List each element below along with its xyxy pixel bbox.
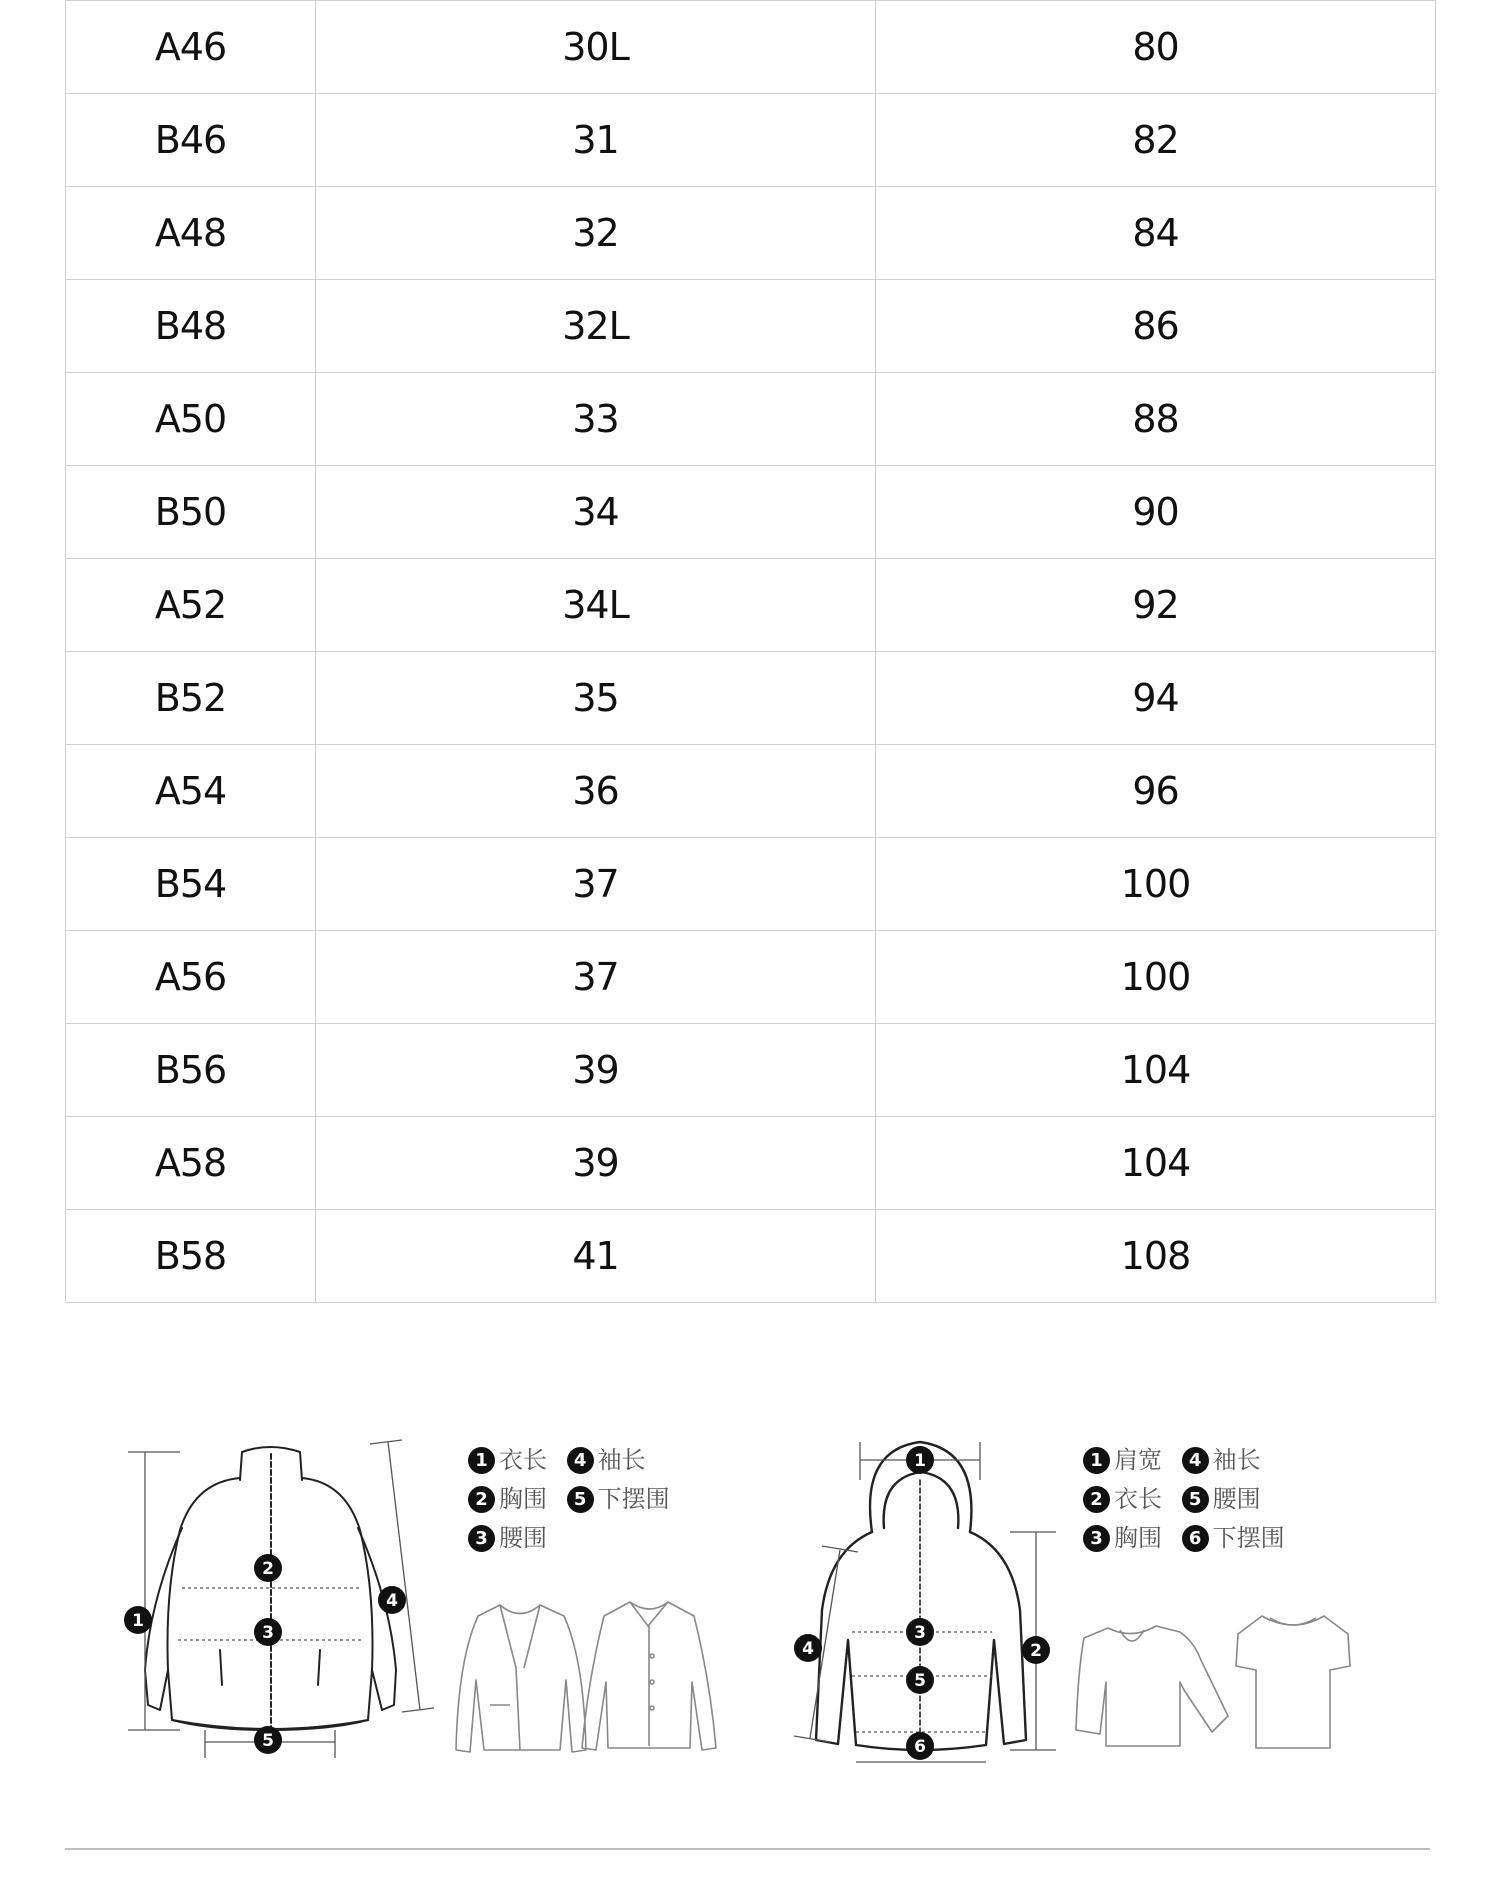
- size-code-cell: B46: [66, 94, 316, 187]
- measure-cell: 80: [876, 1, 1436, 94]
- table-row: [66, 1024, 1436, 1117]
- size-code-cell: A54: [66, 745, 316, 838]
- measure-cell: 90: [876, 466, 1436, 559]
- size-cell: 30L: [316, 1, 876, 94]
- size-code-cell: B50: [66, 466, 316, 559]
- hoodie-marker-2: 2: [1030, 1641, 1042, 1661]
- legend-label: 下摆围: [1212, 1524, 1285, 1552]
- legend-label: 袖长: [597, 1446, 646, 1474]
- size-cell: 37: [316, 931, 876, 1024]
- size-code-cell: B54: [66, 838, 316, 931]
- blazer-sketch: [456, 1605, 586, 1752]
- measure-cell: 86: [876, 280, 1436, 373]
- table-row: [66, 1210, 1436, 1303]
- measure-guide-hoodie: [760, 1420, 1500, 1780]
- legend-badge: 1: [1083, 1447, 1110, 1474]
- legend-badge: 5: [567, 1486, 594, 1513]
- size-cell: 35: [316, 652, 876, 745]
- size-cell: 36: [316, 745, 876, 838]
- legend-label: 胸围: [499, 1485, 547, 1513]
- hoodie-marker-6: 6: [914, 1737, 926, 1757]
- legend-item: [1083, 1518, 1162, 1557]
- table-row: [66, 373, 1436, 466]
- size-code-cell: A46: [66, 1, 316, 94]
- measure-cell: 88: [876, 373, 1436, 466]
- legend-item: [468, 1440, 547, 1479]
- jacket-marker-4: 4: [386, 1591, 398, 1611]
- legend-label: 袖长: [1212, 1446, 1261, 1474]
- size-cell: 34: [316, 466, 876, 559]
- measure-cell: 94: [876, 652, 1436, 745]
- legend-item: [1083, 1440, 1162, 1479]
- size-cell: 31: [316, 94, 876, 187]
- size-cell: 34L: [316, 559, 876, 652]
- legend-label: 胸围: [1114, 1524, 1162, 1552]
- size-cell: 32: [316, 187, 876, 280]
- table-row: [66, 745, 1436, 838]
- legend-badge: 4: [567, 1447, 594, 1474]
- hoodie-marker-4: 4: [802, 1639, 814, 1659]
- legend-item: [567, 1479, 670, 1518]
- measure-cell: 100: [876, 931, 1436, 1024]
- size-code-cell: A58: [66, 1117, 316, 1210]
- legend-badge: 6: [1182, 1525, 1209, 1552]
- legend-label: 腰围: [1212, 1485, 1261, 1513]
- table-row: [66, 466, 1436, 559]
- shirt-sketch: [582, 1602, 716, 1750]
- size-code-cell: A56: [66, 931, 316, 1024]
- size-code-cell: B52: [66, 652, 316, 745]
- table-row: [66, 931, 1436, 1024]
- table-row: [66, 280, 1436, 373]
- legend-label: 腰围: [499, 1524, 547, 1552]
- size-code-cell: A52: [66, 559, 316, 652]
- legend-badge: 4: [1182, 1447, 1209, 1474]
- size-cell: 37: [316, 838, 876, 931]
- legend-item: [1182, 1440, 1261, 1479]
- table-row: [66, 1, 1436, 94]
- legend-label: 衣长: [499, 1446, 547, 1474]
- legend-item: [1182, 1518, 1285, 1557]
- legend-item: [468, 1479, 547, 1518]
- jacket-marker-2: 2: [262, 1559, 274, 1579]
- legend-badge: 2: [1083, 1486, 1110, 1513]
- measure-cell: 82: [876, 94, 1436, 187]
- legend-badge: 5: [1182, 1486, 1209, 1513]
- table-row: [66, 187, 1436, 280]
- size-code-cell: B56: [66, 1024, 316, 1117]
- table-row: [66, 838, 1436, 931]
- legend-label: 肩宽: [1114, 1446, 1162, 1474]
- legend-item: [1083, 1479, 1162, 1518]
- jacket-legend: [468, 1440, 682, 1557]
- legend-item: [1182, 1479, 1261, 1518]
- size-cell: 33: [316, 373, 876, 466]
- measure-cell: 104: [876, 1117, 1436, 1210]
- size-cell: 39: [316, 1024, 876, 1117]
- size-table: [65, 0, 1436, 1303]
- size-code-cell: B48: [66, 280, 316, 373]
- size-cell: 39: [316, 1117, 876, 1210]
- size-cell: 41: [316, 1210, 876, 1303]
- jacket-marker-5: 5: [262, 1731, 274, 1751]
- jacket-marker-1: 1: [132, 1611, 144, 1631]
- hoodie-legend: [1083, 1440, 1297, 1557]
- size-code-cell: A48: [66, 187, 316, 280]
- measure-guide-jacket: [0, 1420, 760, 1780]
- size-cell: 32L: [316, 280, 876, 373]
- tshirt-sketch: [1236, 1616, 1350, 1748]
- measure-cell: 96: [876, 745, 1436, 838]
- size-code-cell: B58: [66, 1210, 316, 1303]
- measure-cell: 92: [876, 559, 1436, 652]
- hoodie-marker-3: 3: [914, 1623, 926, 1643]
- legend-label: 下摆围: [597, 1485, 670, 1513]
- longsleeve-sketch: [1076, 1626, 1228, 1746]
- legend-badge: 3: [468, 1525, 495, 1552]
- hoodie-markers: [794, 1446, 1050, 1760]
- table-row: [66, 94, 1436, 187]
- legend-item: [468, 1518, 547, 1557]
- bottom-divider: [65, 1848, 1430, 1850]
- measure-cell: 100: [876, 838, 1436, 931]
- legend-badge: 1: [468, 1447, 495, 1474]
- legend-item: [567, 1440, 646, 1479]
- size-code-cell: A50: [66, 373, 316, 466]
- table-row: [66, 1117, 1436, 1210]
- hoodie-marker-1: 1: [914, 1451, 926, 1471]
- measure-cell: 108: [876, 1210, 1436, 1303]
- legend-badge: 3: [1083, 1525, 1110, 1552]
- legend-label: 衣长: [1114, 1485, 1162, 1513]
- table-row: [66, 652, 1436, 745]
- hoodie-marker-5: 5: [914, 1671, 926, 1691]
- legend-badge: 2: [468, 1486, 495, 1513]
- measure-cell: 84: [876, 187, 1436, 280]
- jacket-markers: [124, 1554, 406, 1754]
- jacket-marker-3: 3: [262, 1623, 274, 1643]
- size-table-body: [66, 1, 1436, 1303]
- measure-cell: 104: [876, 1024, 1436, 1117]
- table-row: [66, 559, 1436, 652]
